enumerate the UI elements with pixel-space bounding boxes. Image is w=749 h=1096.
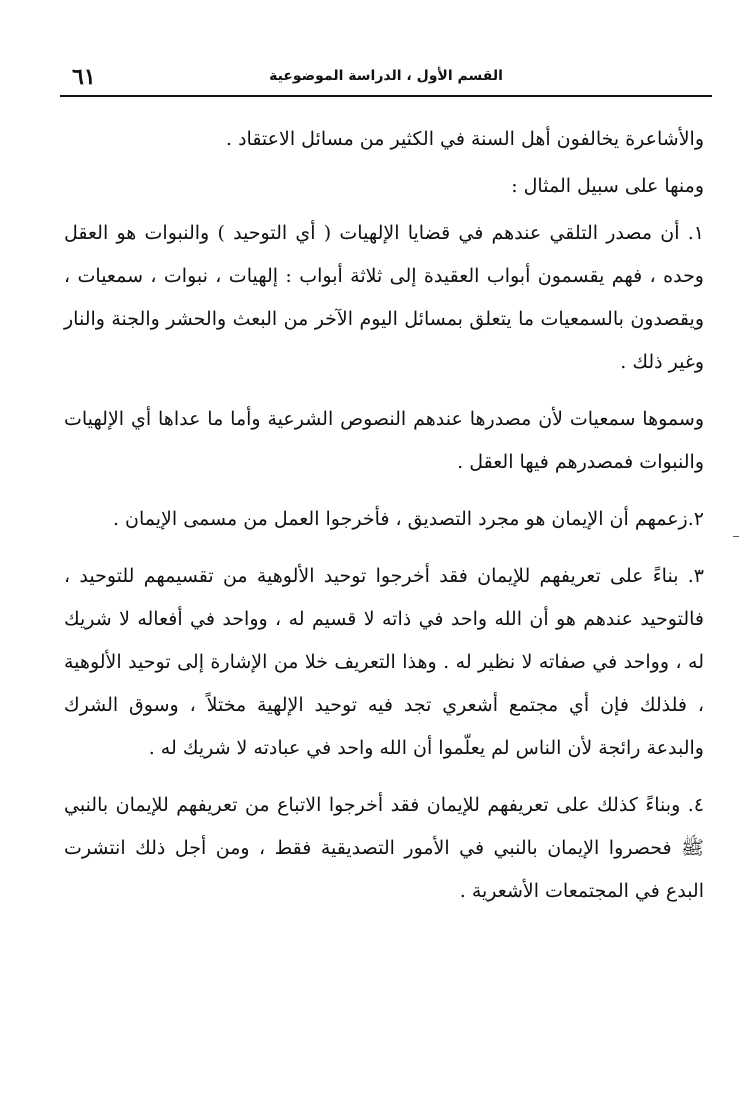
body-text: [64, 118, 704, 913]
running-title: القسم الأول ، الدراسة الموضوعية: [269, 68, 503, 84]
paragraph-point-4: ٤. وبناءً كذلك على تعريفهم للإيمان فقد أخرجوا الاتباع من تعريفهم للإيمان بالنبي ﷺ فحصروا الإيمان بالنبي في الأمور التصديقية فقط ، ومن أجل ذلك انتشرت البدع في المجتمعات الأشعرية .: [64, 794, 704, 902]
page-number: ٦١: [72, 64, 96, 90]
paragraph-point-2: ٢.زعمهم أن الإيمان هو مجرد التصديق ، فأخرجوا العمل من مسمى الإيمان .: [112, 508, 704, 530]
margin-mark: [733, 536, 739, 537]
page-header: [60, 64, 712, 94]
paragraph-examples-heading: ومنها على سبيل المثال :: [511, 175, 704, 197]
header-rule: [60, 95, 712, 97]
paragraph-point-1-note: وسموها سمعيات لأن مصدرها عندهم النصوص الشرعية وأما ما عداها أي الإلهيات والنبوات فمصدرهم فيها العقل .: [64, 408, 704, 473]
paragraph-intro: والأشاعرة يخالفون أهل السنة في الكثير من مسائل الاعتقاد .: [225, 128, 704, 150]
paragraph-point-3: ٣. بناءً على تعريفهم للإيمان فقد أخرجوا توحيد الألوهية من تقسيمهم للتوحيد ، فالتوحيد عندهم هو أن الله واحد في ذاته لا قسيم له ، وواحد في أفعاله لا شريك له ، وواحد في صفاته لا نظير له . وهذا التعريف خلا من الإشارة إلى توحيد الألوهية ، فلذلك فإن أي مجتمع أشعري تجد فيه توحيد الإلهية مختلاً ، وسوق الشرك والبدعة رائجة لأن الناس لم يعلّموا أن الله واحد في عبادته لا شريك له .: [64, 565, 704, 759]
paragraph-point-1: ١. أن مصدر التلقي عندهم في قضايا الإلهيات ( أي التوحيد ) والنبوات هو العقل وحده ، فهم يقسمون أبواب العقيدة إلى ثلاثة أبواب : إلهيات ، نبوات ، سمعيات ، ويقصدون بالسمعيات ما يتعلق بمسائل اليوم الآخر من البعث والحشر والجنة والنار وغير ذلك .: [64, 222, 704, 373]
